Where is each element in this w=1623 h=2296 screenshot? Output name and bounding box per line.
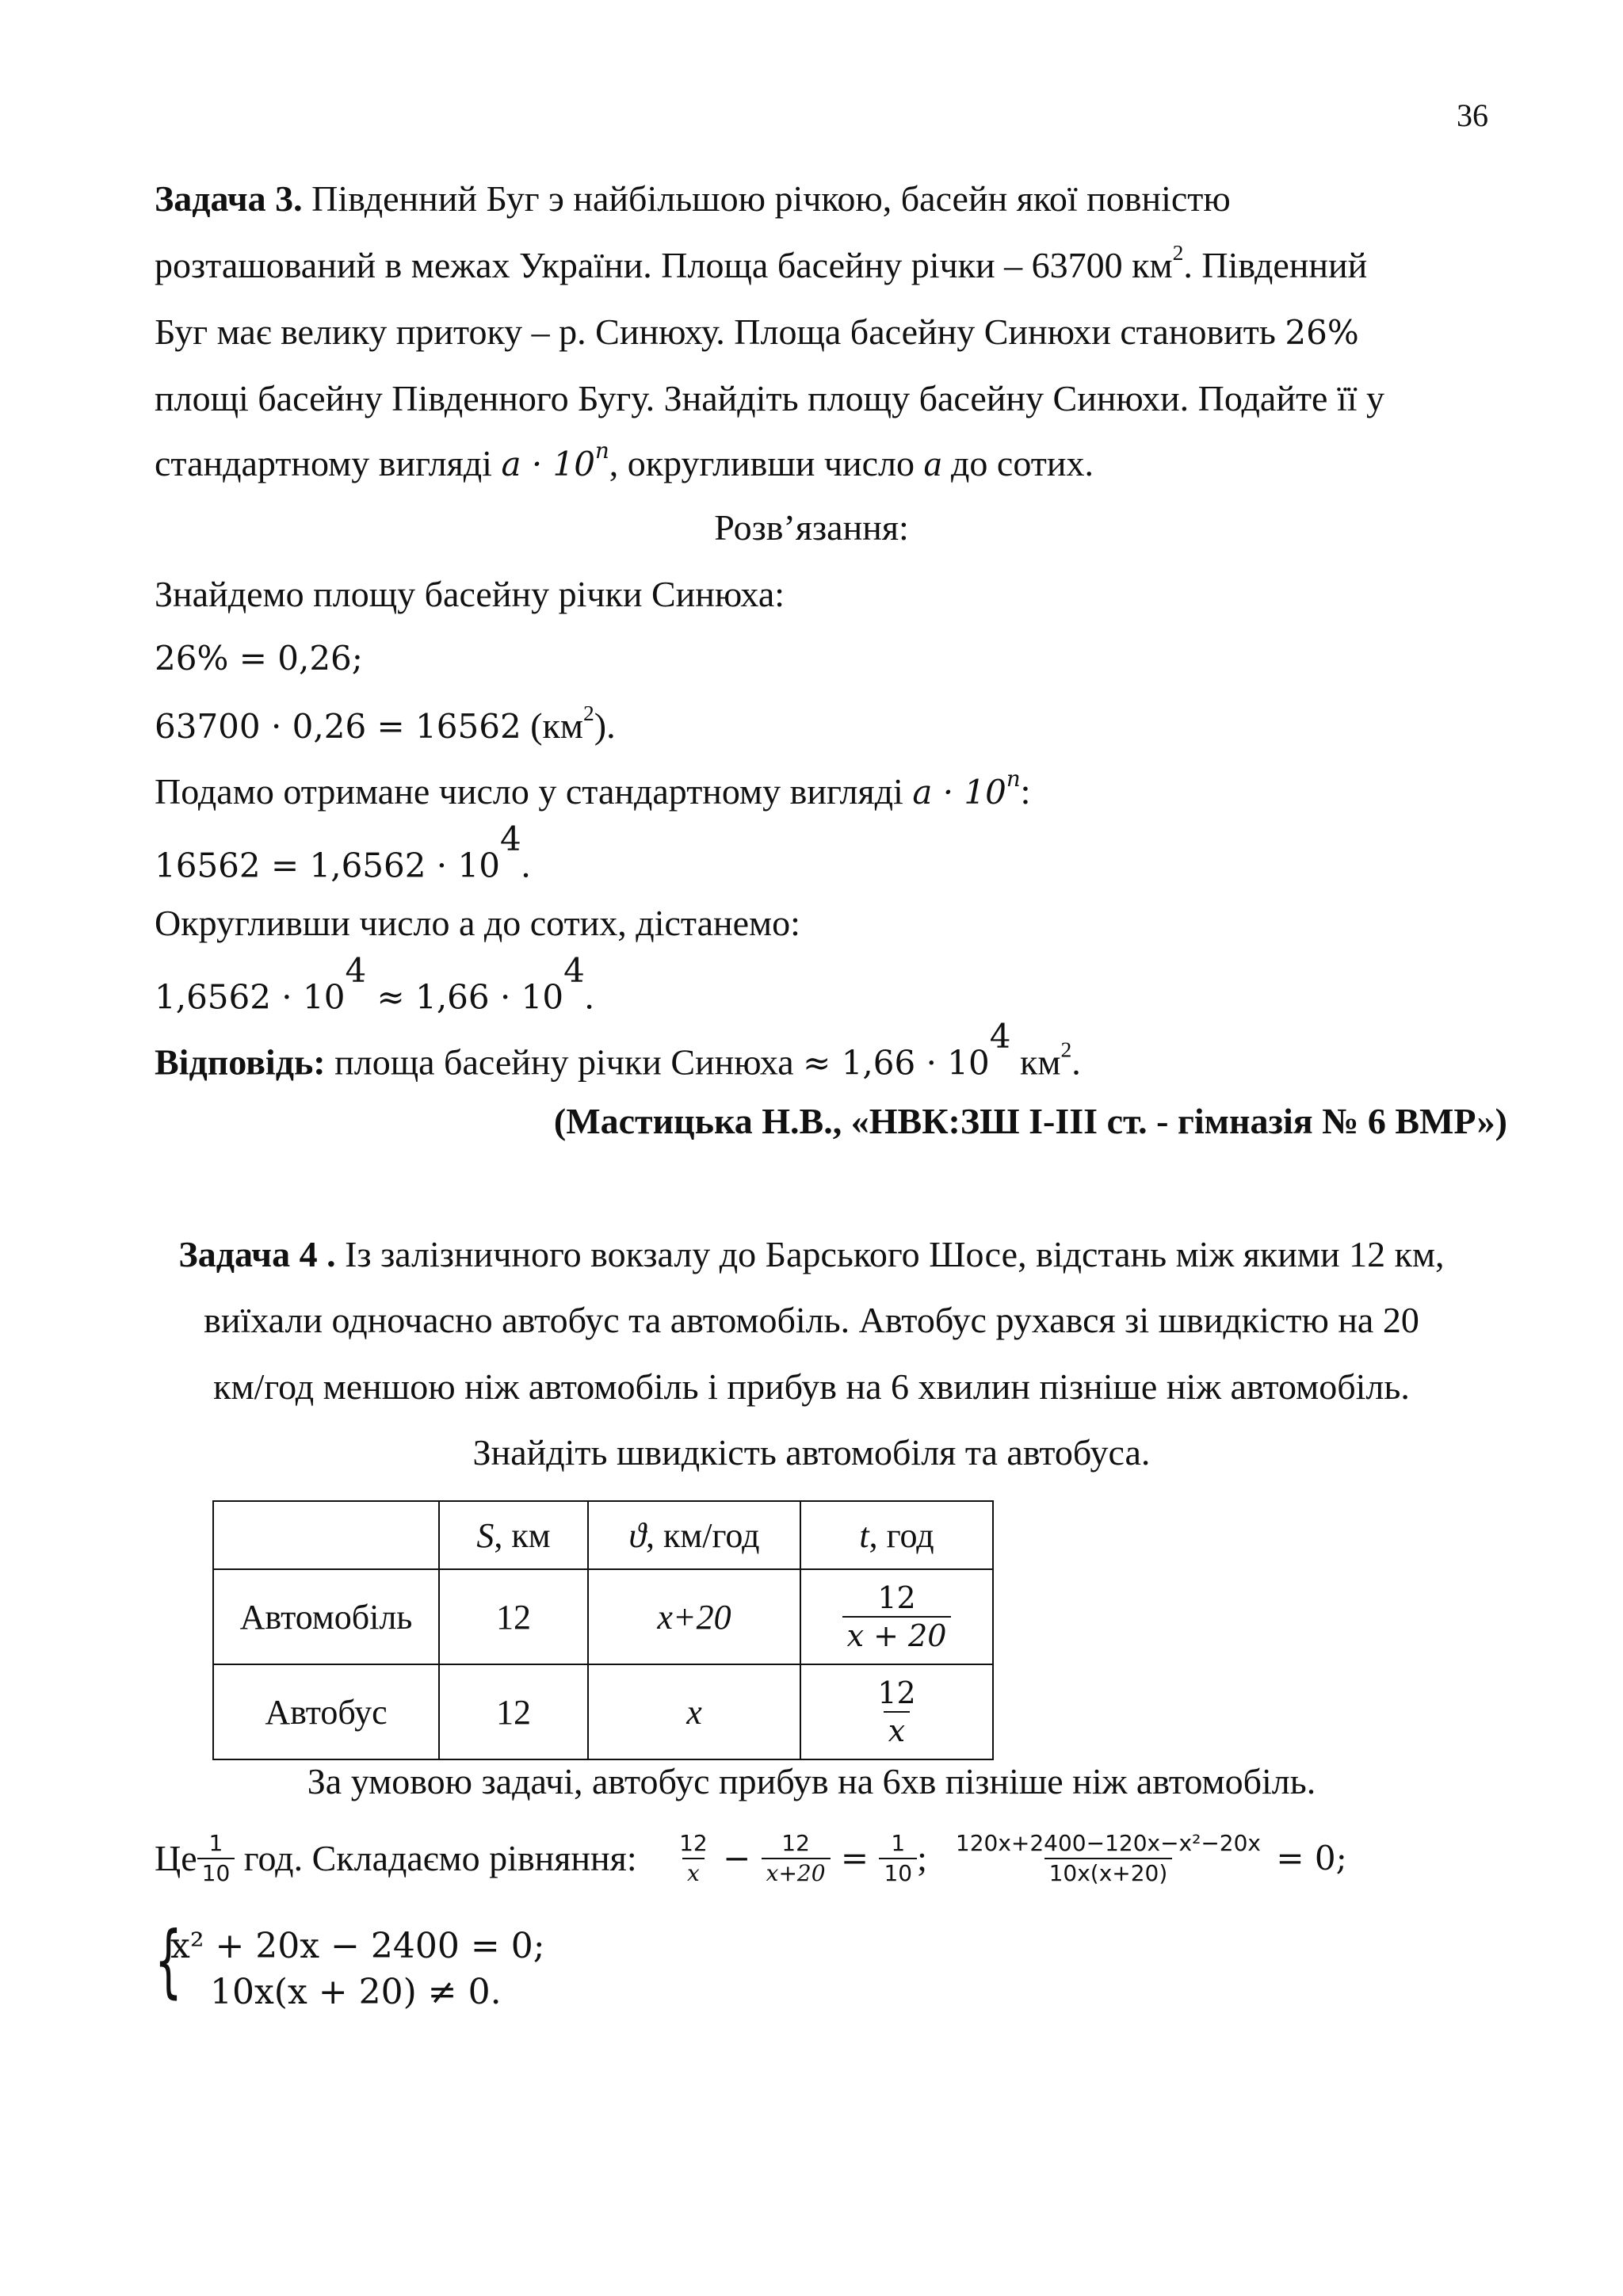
task3-line4: площі басейну Південного Бугу. Знайдіть площу басейну Синюхи. Подайте її у — [155, 378, 1385, 418]
table-cell — [800, 1664, 993, 1759]
time-fraction: $\frac{12}{x + 20}$ — [842, 1583, 952, 1651]
table-cell: 12 — [439, 1664, 588, 1759]
table-row — [213, 1664, 993, 1759]
table-cell: x+20 — [588, 1569, 800, 1664]
page-number: 36 — [1457, 97, 1488, 133]
task3-title: Задача 3. — [155, 178, 303, 219]
system-line-2: 10x(x + 20) ≠ 0. — [210, 1972, 502, 2012]
table-row — [213, 1569, 993, 1664]
task3-line3: Буг має велику притоку – р. Синюху. Площа басейну Синюхи становить 26% — [155, 311, 1359, 352]
equation-line: Це $\frac{1}{10}$ год. Складаємо рівняння: $\frac{12}{x}$ − $\frac{12}{x+20}$ = $\frac{1}{10}$ ; $\frac{\text{120x+2400−120x−x²−20x}}{10x(x+20)}$ = 0; — [155, 1830, 1347, 1886]
table-cell: Автобус — [213, 1664, 439, 1759]
solution-heading: Розв’язання: — [714, 507, 909, 548]
task3-line5: стандартному вигляді $a \cdot 10^n$, округливши число a до сотих. — [155, 437, 1094, 483]
task4-title: Задача 4 . — [178, 1234, 336, 1274]
time-fraction: $\frac{12}{x}$ — [877, 1675, 916, 1748]
table-header-cell: S, км — [439, 1501, 588, 1569]
system-line-1: x² + 20x − 2400 = 0; — [170, 1926, 545, 1966]
solution-step-7: $1,6562 \cdot 10^4 \approx 1,66 \cdot 10^4$. — [155, 951, 594, 1017]
fraction: $\frac{12}{x}$ — [679, 1830, 708, 1886]
fraction: $\frac{1}{10}$ — [879, 1832, 917, 1885]
brace-symbol: { — [155, 1914, 182, 2007]
answer-label: Відповідь: — [155, 1041, 326, 1083]
table-cell: x — [588, 1664, 800, 1759]
fraction: $\frac{12}{x+20}$ — [762, 1832, 831, 1885]
fraction: $\frac{1}{10}$ — [197, 1832, 235, 1885]
fraction: $\frac{\text{120x+2400−120x−x²−20x}}{10x(x+20)}$ — [955, 1830, 1261, 1886]
solution-step-1: Знайдемо площу басейну річки Синюха: — [155, 574, 785, 614]
table-cell: Автомобіль — [213, 1569, 439, 1664]
task4-line3: км/год меншою ніж автомобіль і прибув на 6 хвилин пізніше ніж автомобіль. — [213, 1366, 1410, 1407]
solution-step-3: 63700 · 0,26 = 16562 $(км^2)$. — [155, 700, 616, 746]
task4-line1: Задача 4 . Із залізничного вокзалу до Барського Шосе, відстань між якими 12 км, — [178, 1234, 1445, 1274]
task4-line4: Знайдіть швидкість автомобіля та автобуса. — [472, 1432, 1151, 1473]
motion-table — [212, 1500, 994, 1760]
table-header-row — [213, 1501, 993, 1569]
table-cell: 12 — [439, 1569, 588, 1664]
table-header-cell — [213, 1501, 439, 1569]
task3-line1: Задача 3. Південний Буг э найбільшою річкою, басейн якої повністю — [155, 178, 1231, 219]
author-attribution: (Мастицька Н.В., «НВК:ЗШ І-ІІІ ст. - гімназія № 6 ВМР») — [553, 1101, 1507, 1141]
task3-line2: розташований в межах України. Площа басейну річки – 63700 $км^2$. Південний — [155, 239, 1368, 285]
solution-step-2: 26% = 0,26; — [155, 639, 363, 678]
table-header-cell: ϑ, км/год — [588, 1501, 800, 1569]
answer-line: Відповідь: площа басейну річки Синюха ≈ $1,66 \cdot 10^4$ $км^2$. — [155, 1017, 1081, 1083]
solution-step-4: Подамо отримане число у стандартному вигляді $a \cdot 10^n$: — [155, 765, 1031, 812]
table-cell — [800, 1569, 993, 1664]
condition-line: За умовою задачі, автобус прибув на 6хв пізніше ніж автомобіль. — [307, 1761, 1316, 1801]
task4-line2: виїхали одночасно автобус та автомобіль. Автобус рухався зі швидкістю на 20 — [204, 1300, 1419, 1340]
table-header-cell: t, год — [800, 1501, 993, 1569]
solution-step-5: $16562 = 1,6562 \cdot 10^4$. — [155, 819, 531, 885]
solution-step-6: Округливши число а до сотих, дістанемо: — [155, 903, 800, 943]
